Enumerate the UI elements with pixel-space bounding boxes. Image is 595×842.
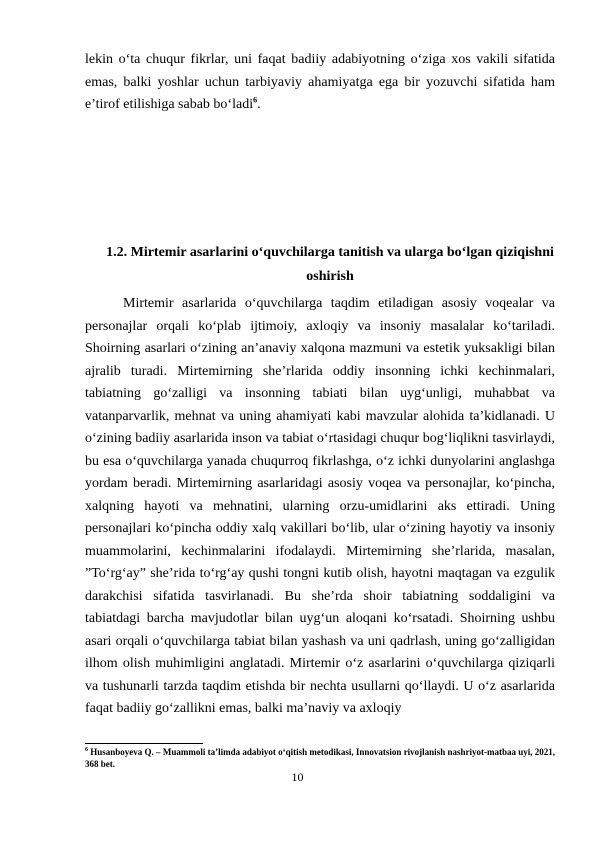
footnote-text: Husanboyeva Q. – Muammoli ta’limda adabiyot o‘qitish metodikasi, Innovatsion rivojlanish nashriyot-matbaa uyi, 2021, 368 bet.: [85, 747, 555, 769]
footnote-divider: [85, 743, 203, 744]
paragraph-top-text: lekin o‘ta chuqur fikrlar, uni faqat badiiy adabiyotning o‘ziga xos vakili sifatida emas, balki yoshlar uchun tarbiyaviy ahamiyatga ega bir yozuvchi sifatida ham e’tirof etilishiga sabab bo‘ladi: [85, 52, 555, 112]
footnote-reference[interactable]: 6: [253, 95, 258, 105]
paragraph-main: Mirtemir asarlarida o‘quvchilarga taqdim etiladigan asosiy voqealar va personajlar orqali ko‘plab ijtimoiy, axloqiy va insoniy masalalar ko‘tariladi. Shoirning asarlari o‘zining an’anaviy xalqona mazmuni va estetik yuksakligi bilan ajralib turadi. Mirtemirning she’rlarida oddiy insonning ichki kechinmalari, tabiatning go‘zalligi va insonning tabiati bilan uyg‘unligi, muhabbat va vatanparvarlik, mehnat va uning ahamiyati kabi mavzular alohida ta’kidlanadi. U o‘zining badiiy asarlarida inson va tabiat o‘rtasidagi chuqur bog‘liqlikni tasvirlaydi, bu esa o‘quvchilarga yanada chuqurroq fikrlashga, o‘z ichki dunyolarini anglashga yordam beradi. Mirtemirning asarlaridagi asosiy voqea va personajlar, ko‘pincha, xalqning hayoti va mehnatini, ularning orzu-umidlarini aks ettiradi. Uning personajlari ko‘pincha oddiy xalq vakillari bo‘lib, ular o‘zining hayotiy va insoniy muammolarini, kechinmalarini ifodalaydi. Mirtemirning she’rlarida, masalan, ”To‘rg‘ay” she’rida to‘rg‘ay qushi tongni kutib olish, hayotni maqtagan va ezgulik darakchisi sifatida tasvirlanadi. Bu she’rda shoir tabiatning soddaligini va tabiatdagi barcha mavjudotlar bilan uyg‘un aloqani ko‘rsatadi. Shoirning ushbu asari orqali o‘quvchilarga tabiat bilan yashash va uni qadrlash, uning go‘zalligidan ilhom olish muhimligini anglatadi. Mirtemir o‘z asarlarini o‘quvchilarga qiziqarli va tushunarli tarzda taqdim etishda bir nechta usullarni qo‘llaydi. U o‘z asarlarida faqat badiiy go‘zallikni emas, balki ma’naviy va axloqiy: [85, 296, 555, 716]
paragraph-top: [85, 49, 555, 117]
footnote-number: 6: [85, 747, 88, 753]
footnote: [85, 746, 555, 770]
page-number: 10: [291, 770, 304, 784]
section-heading: 1.2. Mirtemir asarlarini o‘quvchilarga tanitish va ularga bo‘lgan qiziqishni oshirish: [106, 245, 554, 284]
paragraph-top-end: .: [257, 97, 261, 112]
